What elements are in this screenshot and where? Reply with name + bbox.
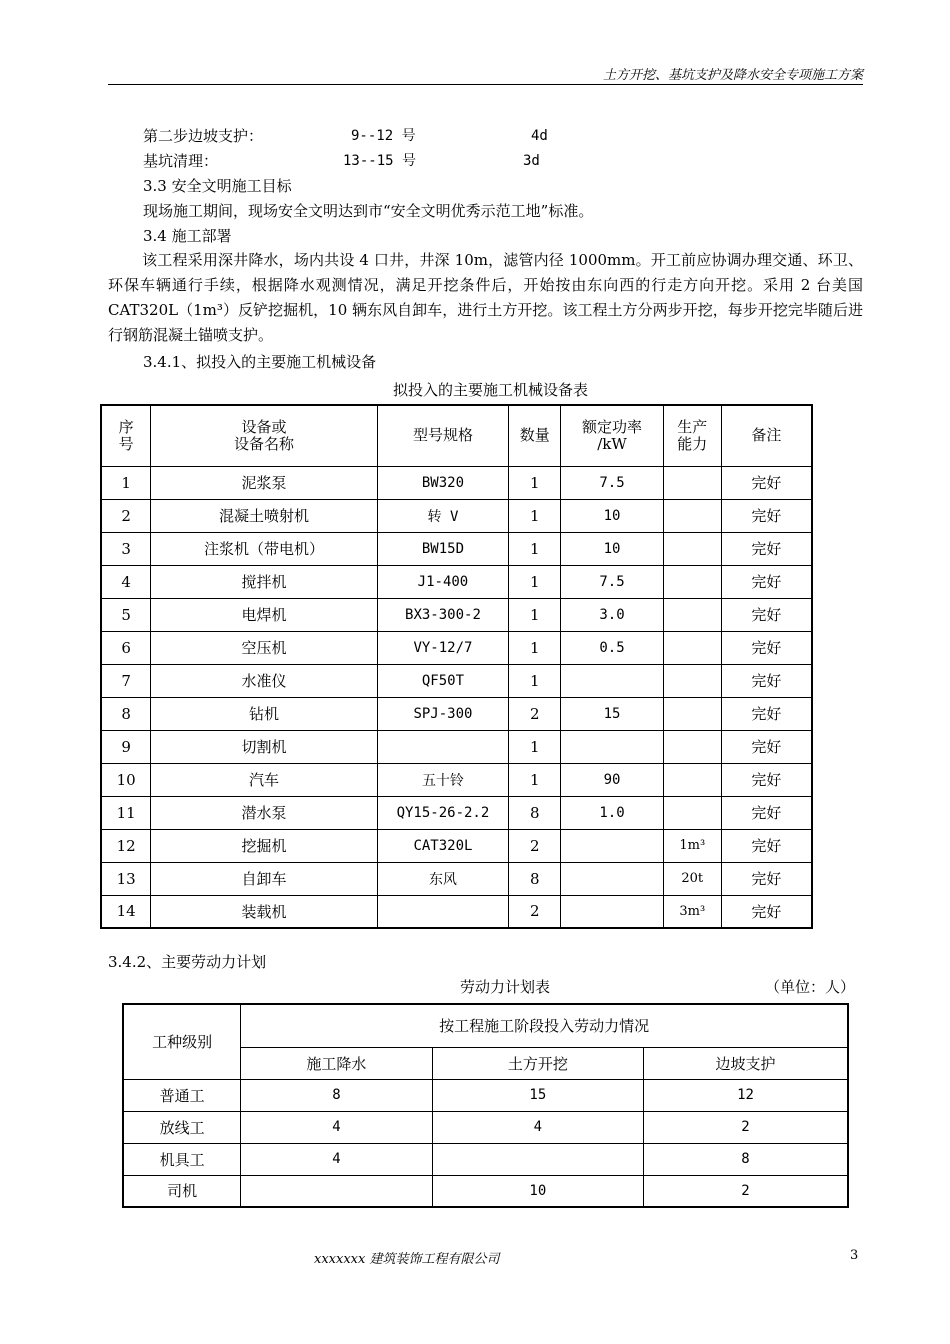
table-row bbox=[101, 796, 812, 829]
equipment-cell-capacity bbox=[663, 499, 721, 532]
labor-cell-value: 15 bbox=[432, 1079, 643, 1111]
equipment-cell-power: 10 bbox=[561, 499, 664, 532]
equipment-cell-capacity bbox=[663, 631, 721, 664]
footer-company: xxxxxxx 建筑装饰工程有限公司 bbox=[314, 1252, 500, 1267]
equipment-cell-name: 水准仪 bbox=[151, 664, 377, 697]
equipment-cell-name: 搅拌机 bbox=[151, 565, 377, 598]
labor-group-header: 按工程施工阶段投入劳动力情况 bbox=[241, 1004, 848, 1047]
equipment-cell-model: SPJ-300 bbox=[377, 697, 509, 730]
labor-cell-value: 10 bbox=[432, 1175, 643, 1207]
equipment-cell-power: 0.5 bbox=[561, 631, 664, 664]
equipment-cell-index: 14 bbox=[101, 895, 151, 928]
equipment-cell-model: 五十铃 bbox=[377, 763, 509, 796]
equipment-cell-qty: 1 bbox=[509, 466, 561, 499]
equipment-header-capacity: 生产 能力 bbox=[663, 405, 721, 466]
equipment-cell-capacity bbox=[663, 730, 721, 763]
equipment-cell-qty: 1 bbox=[509, 565, 561, 598]
equipment-cell-remark: 完好 bbox=[721, 862, 812, 895]
schedule-label-2: 基坑清理： bbox=[143, 152, 219, 170]
equipment-cell-model: J1-400 bbox=[377, 565, 509, 598]
equipment-cell-remark: 完好 bbox=[721, 466, 812, 499]
table-row bbox=[123, 1143, 848, 1175]
equipment-cell-remark: 完好 bbox=[721, 730, 812, 763]
table-row bbox=[101, 763, 812, 796]
equipment-cell-index: 5 bbox=[101, 598, 151, 631]
table-row bbox=[101, 829, 812, 862]
equipment-cell-qty: 8 bbox=[509, 796, 561, 829]
equipment-cell-capacity bbox=[663, 565, 721, 598]
equipment-cell-qty: 1 bbox=[509, 730, 561, 763]
equipment-cell-index: 3 bbox=[101, 532, 151, 565]
equipment-cell-remark: 完好 bbox=[721, 829, 812, 862]
equipment-cell-remark: 完好 bbox=[721, 697, 812, 730]
equipment-cell-name: 切割机 bbox=[151, 730, 377, 763]
table-row bbox=[101, 598, 812, 631]
table-row bbox=[101, 697, 812, 730]
equipment-cell-name: 空压机 bbox=[151, 631, 377, 664]
labor-cell-trade: 司机 bbox=[123, 1175, 241, 1207]
table-row bbox=[101, 466, 812, 499]
labor-cell-trade: 机具工 bbox=[123, 1143, 241, 1175]
equipment-cell-remark: 完好 bbox=[721, 763, 812, 796]
labor-cell-value: 4 bbox=[241, 1111, 432, 1143]
equipment-cell-power: 90 bbox=[561, 763, 664, 796]
equipment-cell-index: 10 bbox=[101, 763, 151, 796]
table-row bbox=[101, 730, 812, 763]
equipment-cell-qty: 1 bbox=[509, 763, 561, 796]
equipment-cell-model: 东风 bbox=[377, 862, 509, 895]
labor-cell-value bbox=[241, 1175, 432, 1207]
equipment-cell-index: 8 bbox=[101, 697, 151, 730]
equipment-cell-name: 自卸车 bbox=[151, 862, 377, 895]
labor-cell-value: 12 bbox=[644, 1079, 848, 1111]
labor-row-header: 工种级别 bbox=[123, 1004, 241, 1079]
table-row bbox=[101, 895, 812, 928]
labor-cell-value: 8 bbox=[644, 1143, 848, 1175]
labor-cell-value: 4 bbox=[432, 1111, 643, 1143]
schedule-days-2: 3d bbox=[523, 153, 540, 169]
table-row bbox=[101, 631, 812, 664]
equipment-cell-model bbox=[377, 730, 509, 763]
equipment-cell-power bbox=[561, 829, 664, 862]
labor-cell-value bbox=[432, 1143, 643, 1175]
equipment-cell-power bbox=[561, 862, 664, 895]
equipment-cell-index: 9 bbox=[101, 730, 151, 763]
equipment-cell-name: 电焊机 bbox=[151, 598, 377, 631]
schedule-days-1: 4d bbox=[531, 128, 548, 144]
equipment-header-index: 序 号 bbox=[101, 405, 151, 466]
header-divider bbox=[108, 84, 863, 85]
equipment-cell-power: 15 bbox=[561, 697, 664, 730]
labor-table-caption: 劳动力计划表 bbox=[460, 978, 551, 996]
equipment-cell-power bbox=[561, 895, 664, 928]
page-header: 土方开挖、基坑支护及降水安全专项施工方案 bbox=[602, 68, 863, 83]
equipment-header-power: 额定功率 /kW bbox=[561, 405, 664, 466]
equipment-cell-name: 潜水泵 bbox=[151, 796, 377, 829]
equipment-cell-name: 装载机 bbox=[151, 895, 377, 928]
table-row bbox=[101, 532, 812, 565]
section-3-4-2-heading: 3.4.2、主要劳动力计划 bbox=[108, 953, 267, 971]
equipment-cell-model: 转 V bbox=[377, 499, 509, 532]
equipment-header-remark: 备注 bbox=[721, 405, 812, 466]
equipment-cell-remark: 完好 bbox=[721, 499, 812, 532]
table-row bbox=[101, 499, 812, 532]
equipment-cell-capacity: 3m³ bbox=[663, 895, 721, 928]
equipment-cell-power bbox=[561, 664, 664, 697]
equipment-cell-capacity bbox=[663, 796, 721, 829]
equipment-cell-power: 7.5 bbox=[561, 565, 664, 598]
equipment-cell-capacity: 1m³ bbox=[663, 829, 721, 862]
equipment-cell-qty: 2 bbox=[509, 829, 561, 862]
labor-cell-trade: 放线工 bbox=[123, 1111, 241, 1143]
equipment-cell-model: QY15-26-2.2 bbox=[377, 796, 509, 829]
equipment-header-row bbox=[101, 405, 812, 466]
labor-column-header: 边坡支护 bbox=[644, 1047, 848, 1079]
equipment-cell-capacity bbox=[663, 697, 721, 730]
table-row bbox=[123, 1111, 848, 1143]
equipment-cell-capacity bbox=[663, 598, 721, 631]
equipment-cell-name: 泥浆泵 bbox=[151, 466, 377, 499]
equipment-cell-qty: 2 bbox=[509, 697, 561, 730]
labor-table-unit: （单位：人） bbox=[765, 978, 856, 996]
equipment-cell-index: 2 bbox=[101, 499, 151, 532]
labor-column-header: 施工降水 bbox=[241, 1047, 432, 1079]
equipment-cell-qty: 1 bbox=[509, 631, 561, 664]
equipment-cell-index: 6 bbox=[101, 631, 151, 664]
equipment-cell-power: 1.0 bbox=[561, 796, 664, 829]
equipment-cell-capacity: 20t bbox=[663, 862, 721, 895]
equipment-cell-capacity bbox=[663, 466, 721, 499]
equipment-table bbox=[100, 404, 813, 929]
equipment-cell-qty: 1 bbox=[509, 499, 561, 532]
equipment-header-qty: 数量 bbox=[509, 405, 561, 466]
equipment-cell-remark: 完好 bbox=[721, 598, 812, 631]
equipment-cell-remark: 完好 bbox=[721, 565, 812, 598]
equipment-cell-model: BW15D bbox=[377, 532, 509, 565]
equipment-cell-name: 混凝土喷射机 bbox=[151, 499, 377, 532]
equipment-cell-power: 7.5 bbox=[561, 466, 664, 499]
equipment-header-name: 设备或 设备名称 bbox=[151, 405, 377, 466]
equipment-cell-name: 注浆机（带电机） bbox=[151, 532, 377, 565]
equipment-header-model: 型号规格 bbox=[377, 405, 509, 466]
labor-cell-value: 2 bbox=[644, 1175, 848, 1207]
equipment-cell-model: QF50T bbox=[377, 664, 509, 697]
labor-cell-value: 8 bbox=[241, 1079, 432, 1111]
labor-cell-value: 4 bbox=[241, 1143, 432, 1175]
equipment-cell-index: 7 bbox=[101, 664, 151, 697]
equipment-cell-qty: 8 bbox=[509, 862, 561, 895]
section-3-4-1-heading: 3.4.1、拟投入的主要施工机械设备 bbox=[143, 353, 377, 371]
equipment-cell-qty: 1 bbox=[509, 664, 561, 697]
table-row bbox=[123, 1079, 848, 1111]
equipment-cell-remark: 完好 bbox=[721, 796, 812, 829]
labor-column-header: 土方开挖 bbox=[432, 1047, 643, 1079]
equipment-cell-qty: 1 bbox=[509, 598, 561, 631]
equipment-cell-model: BX3-300-2 bbox=[377, 598, 509, 631]
table-row bbox=[101, 862, 812, 895]
equipment-cell-index: 4 bbox=[101, 565, 151, 598]
schedule-range-1: 9--12 号 bbox=[351, 128, 416, 144]
section-3-3-heading: 3.3 安全文明施工目标 bbox=[143, 177, 292, 195]
table-row bbox=[101, 565, 812, 598]
equipment-cell-name: 钻机 bbox=[151, 697, 377, 730]
table-row bbox=[101, 664, 812, 697]
equipment-cell-remark: 完好 bbox=[721, 532, 812, 565]
section-3-3-text: 现场施工期间，现场安全文明达到市“安全文明优秀示范工地”标准。 bbox=[143, 202, 594, 220]
labor-header-row bbox=[123, 1004, 848, 1047]
equipment-cell-capacity bbox=[663, 664, 721, 697]
equipment-cell-remark: 完好 bbox=[721, 631, 812, 664]
section-3-4-paragraph bbox=[108, 248, 863, 348]
labor-table bbox=[122, 1003, 849, 1208]
equipment-cell-model: BW320 bbox=[377, 466, 509, 499]
section-3-4-heading: 3.4 施工部署 bbox=[143, 227, 232, 245]
equipment-cell-name: 汽车 bbox=[151, 763, 377, 796]
equipment-cell-qty: 1 bbox=[509, 532, 561, 565]
equipment-cell-index: 13 bbox=[101, 862, 151, 895]
section-3-4-text: 该工程采用深井降水，场内共设 4 口井，井深 10m，滤管内径 1000mm。开工前应协调办理交通、环卫、环保车辆通行手续，根据降水观测情况，满足开挖条件后，开始按由东向西的行走方向开挖。采用 2 台美国 CAT320L（1m³）反铲挖掘机，10 辆东风自卸车，进行土方开挖。该工程土方分两步开挖，每步开挖完毕随后进行钢筋混凝土锚喷支护。 bbox=[108, 251, 863, 344]
equipment-cell-model: VY-12/7 bbox=[377, 631, 509, 664]
equipment-cell-remark: 完好 bbox=[721, 664, 812, 697]
table-row bbox=[123, 1175, 848, 1207]
equipment-cell-power bbox=[561, 730, 664, 763]
equipment-cell-name: 挖掘机 bbox=[151, 829, 377, 862]
equipment-cell-index: 11 bbox=[101, 796, 151, 829]
page-number: 3 bbox=[850, 1248, 859, 1263]
labor-cell-value: 2 bbox=[644, 1111, 848, 1143]
labor-cell-trade: 普通工 bbox=[123, 1079, 241, 1111]
schedule-range-2: 13--15 号 bbox=[343, 153, 417, 169]
equipment-table-caption: 拟投入的主要施工机械设备表 bbox=[393, 381, 589, 399]
equipment-cell-capacity bbox=[663, 532, 721, 565]
schedule-label-1: 第二步边坡支护： bbox=[143, 127, 264, 145]
equipment-cell-remark: 完好 bbox=[721, 895, 812, 928]
equipment-cell-qty: 2 bbox=[509, 895, 561, 928]
equipment-cell-power: 3.0 bbox=[561, 598, 664, 631]
equipment-cell-index: 12 bbox=[101, 829, 151, 862]
equipment-cell-power: 10 bbox=[561, 532, 664, 565]
equipment-cell-capacity bbox=[663, 763, 721, 796]
equipment-cell-model bbox=[377, 895, 509, 928]
equipment-cell-index: 1 bbox=[101, 466, 151, 499]
equipment-cell-model: CAT320L bbox=[377, 829, 509, 862]
